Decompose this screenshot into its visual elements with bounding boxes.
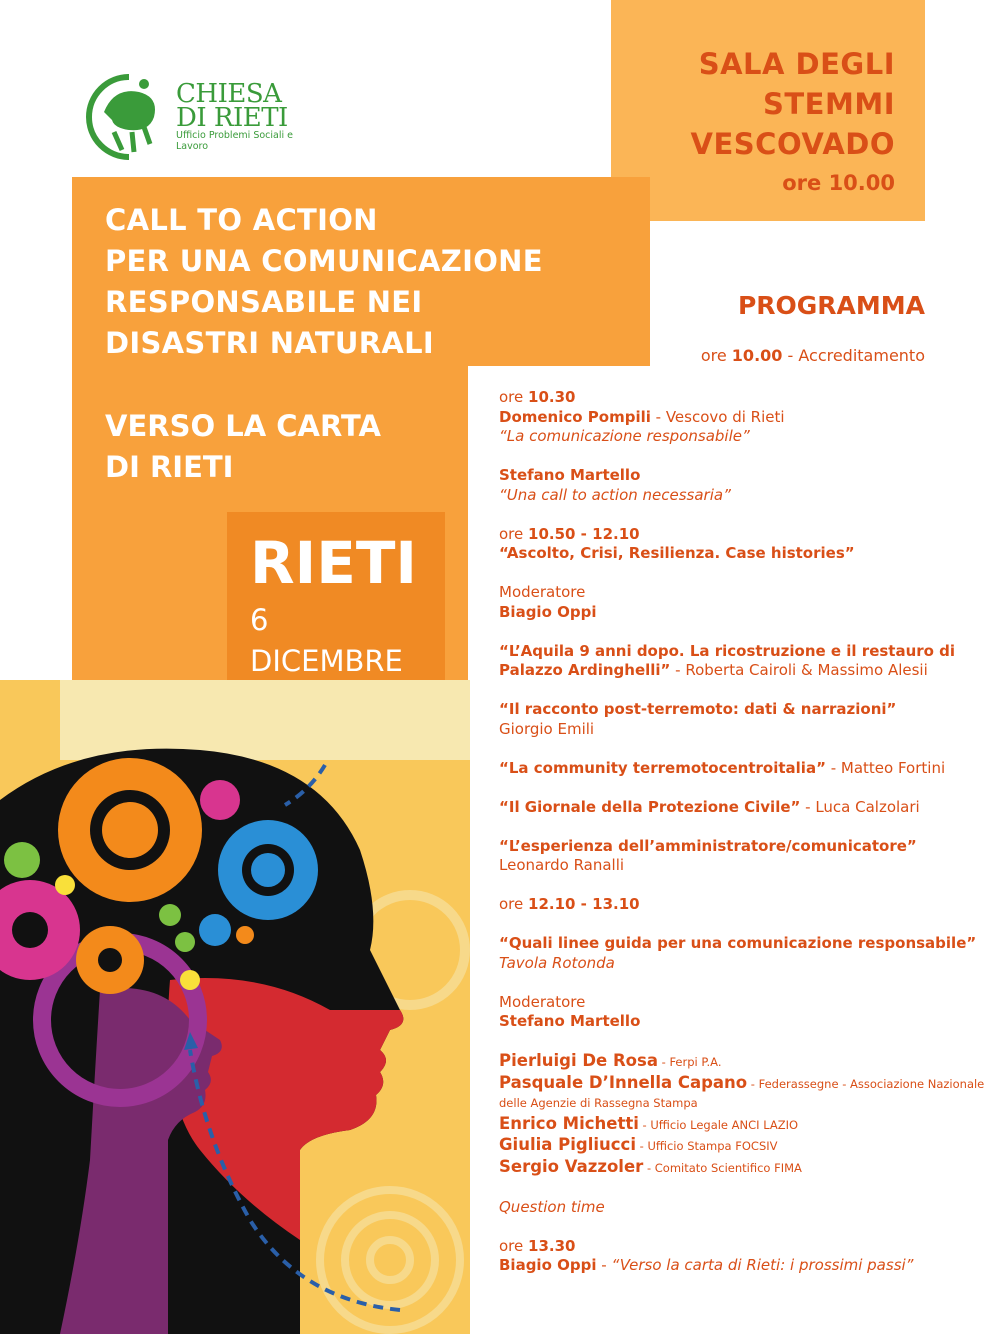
program-item-3: ore 10.50 - 12.10 “Ascolto, Crisi, Resilienza. Case histories” <box>499 524 855 562</box>
logo-name: CHIESA DI RIETI <box>176 79 288 133</box>
venue-line-3: VESCOVADO <box>690 127 895 161</box>
program-item-14: ore 13.30 Biagio Oppi - “Verso la carta di Rieti: i prossimi passi” <box>499 1236 914 1274</box>
program-list <box>499 388 989 1295</box>
program-item-12: Moderatore Stefano Martello <box>499 992 641 1030</box>
program-item-8: “Il Giornale della Protezione Civile” - Luca Calzolari <box>499 797 920 816</box>
program-item-5: “L’Aquila 9 anni dopo. La ricostruzione e il restauro di Palazzo Ardinghelli” - Roberta Cairoli & Massimo Alesii <box>499 641 956 679</box>
logo <box>84 72 324 162</box>
event-title: CALL TO ACTION PER UNA COMUNICAZIONE RESPONSABILE NEI DISASTRI NATURALI <box>105 203 543 360</box>
program-item-6: “Il racconto post-terremoto: dati & narrazioni” Giorgio Emili <box>499 700 897 738</box>
program-item-4: Moderatore Biagio Oppi <box>499 583 597 621</box>
program-item-2: Stefano Martello “Una call to action necessaria” <box>499 466 731 504</box>
program-item-11: “Quali linee guida per una comunicazione responsabile” Tavola Rotonda <box>499 934 977 972</box>
program-heading: PROGRAMMA <box>737 291 925 320</box>
venue-line-1: SALA DEGLI <box>698 47 895 81</box>
head-gears-illustration <box>0 680 470 1334</box>
logo-emblem-icon <box>84 72 174 162</box>
venue-time: ore 10.00 <box>782 171 895 195</box>
venue-box <box>611 0 925 221</box>
logo-subtitle: Ufficio Problemi Sociali e Lavoro <box>176 130 294 152</box>
venue-line-2: STEMMI <box>763 87 895 121</box>
program-panel: Pierluigi De Rosa - Ferpi P.A. Pasquale D’Innella Capano - Federassegne - Associazione Nazionale delle Agenzie di Rassegna Stampa Enrico Michetti - Ufficio Legale ANCI LAZIO Giulia Pigliucci - Ufficio Stampa FOCSIV Sergio Vazzoler - Comitato Scientifico FIMA <box>499 1051 985 1176</box>
program-item-10: ore 12.10 - 13.10 <box>499 895 640 913</box>
program-accreditation: ore 10.00 - Accreditamento <box>700 346 925 365</box>
program-item-7: “La community terremotocentroitalia” - Matteo Fortini <box>499 758 946 777</box>
date-day: 6 <box>250 603 269 637</box>
event-subtitle: VERSO LA CARTA DI RIETI <box>105 409 381 484</box>
date-month: DICEMBRE <box>250 644 403 678</box>
date-city: RIETI <box>250 529 418 597</box>
program-item-1: ore 10.30 Domenico Pompili - Vescovo di Rieti “La comunicazione responsabile” <box>499 388 785 445</box>
program-item-13: Question time <box>499 1197 605 1216</box>
program-item-9: “L’esperienza dell’amministratore/comunicatore” Leonardo Ranalli <box>499 836 917 874</box>
